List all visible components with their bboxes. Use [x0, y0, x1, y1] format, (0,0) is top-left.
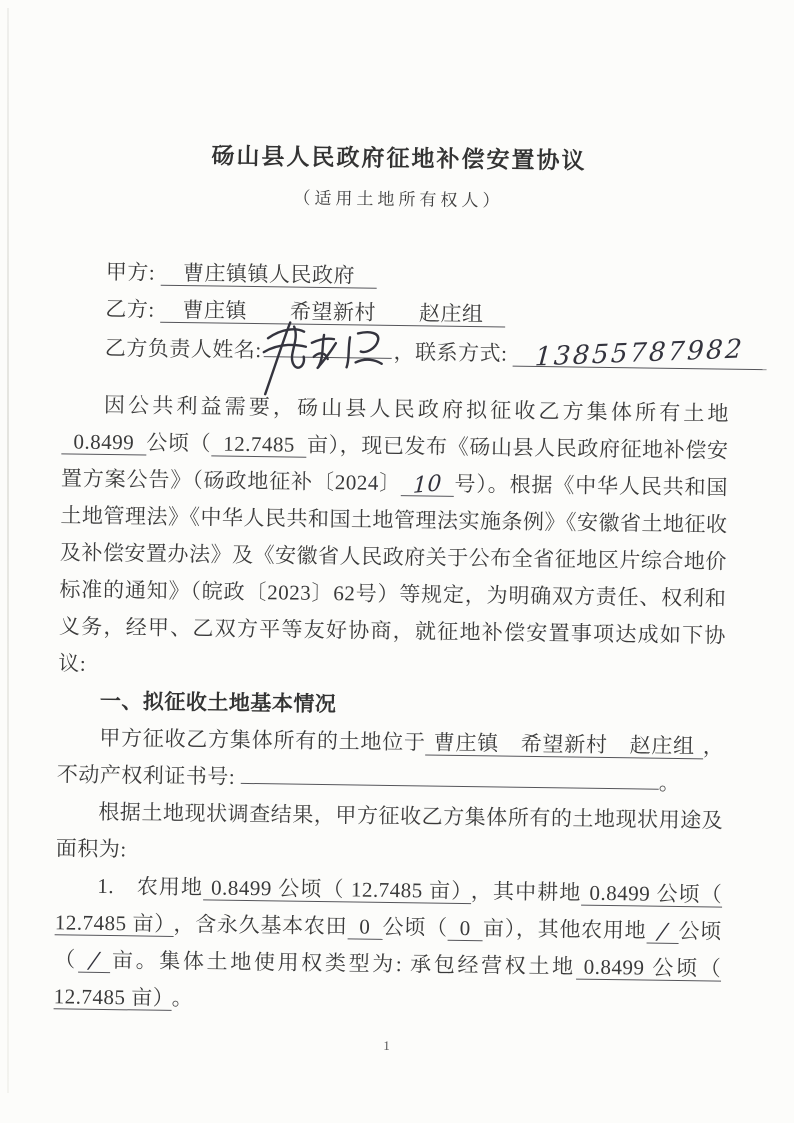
responsible-person-line	[104, 328, 746, 376]
handwritten-slash-1: /	[655, 919, 669, 945]
party-a-label: 甲方:	[105, 259, 156, 285]
basic-farmland-mu: 0	[448, 916, 483, 941]
item1-text-7: 亩。集体土地使用权类型为: 承包经营权土地	[109, 948, 576, 979]
land-item-1	[53, 867, 722, 1024]
party-b-value: 曹庄镇 希望新村 赵庄组	[160, 298, 505, 328]
parties-block	[104, 254, 746, 376]
section-1-paragraph-2: 根据土地现状调查结果，甲方征收乙方集体所有的土地现状用途及面积为:	[55, 799, 724, 862]
preamble-text-1: 因公共利益需要，砀山县人民政府拟征收乙方集体所有土地	[103, 392, 730, 426]
cultivated-area-value: 0.8499 公顷（ 12.7485 亩）	[54, 880, 723, 936]
section-1-paragraph-1	[57, 719, 725, 802]
notice-number-blank	[401, 471, 454, 497]
other-farmland-mu	[78, 948, 110, 973]
preamble-text-3: 亩），现已发布《砀山县人民政府征地补偿安置方案公告》（砀政地征补〔2024〕	[60, 432, 729, 496]
item1-text-4: 公顷（	[382, 914, 448, 940]
preamble-paragraph	[58, 386, 729, 691]
farmland-area-value: 0.8499 公顷（ 12.7485 亩）	[203, 875, 471, 904]
contracted-land-area-value: 0.8499 公顷（ 12.7485 亩）	[53, 954, 722, 1010]
page-number: 1	[383, 1037, 390, 1053]
handwritten-phone-number: 13855787982	[534, 334, 746, 373]
item1-text-6: 公顷（	[54, 918, 722, 972]
section-1-heading: 一、拟征收土地基本情况	[99, 689, 337, 717]
contact-label: ，联系方式:	[393, 339, 508, 366]
document-subtitle: （适用土地所有权人）	[293, 188, 504, 211]
handwritten-notice-number: 10	[412, 471, 443, 499]
basic-farmland-hectares: 0	[347, 914, 382, 939]
location-comma: ，	[702, 734, 725, 759]
certificate-period: 。	[658, 770, 681, 796]
item1-period: 。	[171, 985, 194, 1011]
item1-text-3: ，含永久基本农田	[173, 911, 348, 939]
other-farmland-hectares	[646, 919, 678, 944]
document-title: 砀山县人民政府征地补偿安置协议	[211, 142, 587, 174]
party-b-label: 乙方:	[105, 296, 155, 322]
certificate-number-label: 不动产权利证书号:	[56, 762, 236, 789]
land-area-hectares: 0.8499	[61, 429, 146, 455]
land-area-mu: 12.7485	[211, 431, 307, 457]
handwritten-signature	[255, 314, 406, 404]
item1-text-2: ，其中耕地	[470, 879, 582, 905]
document-content	[52, 0, 746, 1123]
preamble-text-4: 号）。根据《中华人民共和国土地管理法》《中华人民共和国土地管理法实施条例》《安徽省土地征收及补偿安置办法》及《安徽省人民政府关于公布全省征地区片综合地价标准的通知》（皖政〔2023〕62号）等规定，为明确双方责任、权利和义务，经甲、乙双方平等友好协商，就征地补偿安置事项达成如下协议:	[58, 471, 729, 676]
item1-text-5: 亩），其他农用地	[482, 916, 647, 943]
contact-value	[513, 334, 767, 373]
land-location-value: 曹庄镇 希望新村 赵庄组	[426, 730, 703, 759]
scan-edge-artifact	[7, 8, 9, 1093]
item1-lead: 1. 农用地	[97, 873, 204, 900]
document-body	[53, 386, 729, 1024]
preamble-text-2: 公顷（	[146, 430, 212, 456]
handwritten-slash-2: /	[87, 948, 101, 974]
signature-blank	[264, 330, 392, 359]
certificate-number-blank	[241, 759, 659, 790]
party-a-value: 曹庄镇镇人民政府	[161, 261, 377, 289]
location-lead-text: 甲方征收乙方集体所有的土地位于	[99, 725, 426, 755]
responsible-person-label: 乙方负责人姓名:	[104, 335, 262, 363]
